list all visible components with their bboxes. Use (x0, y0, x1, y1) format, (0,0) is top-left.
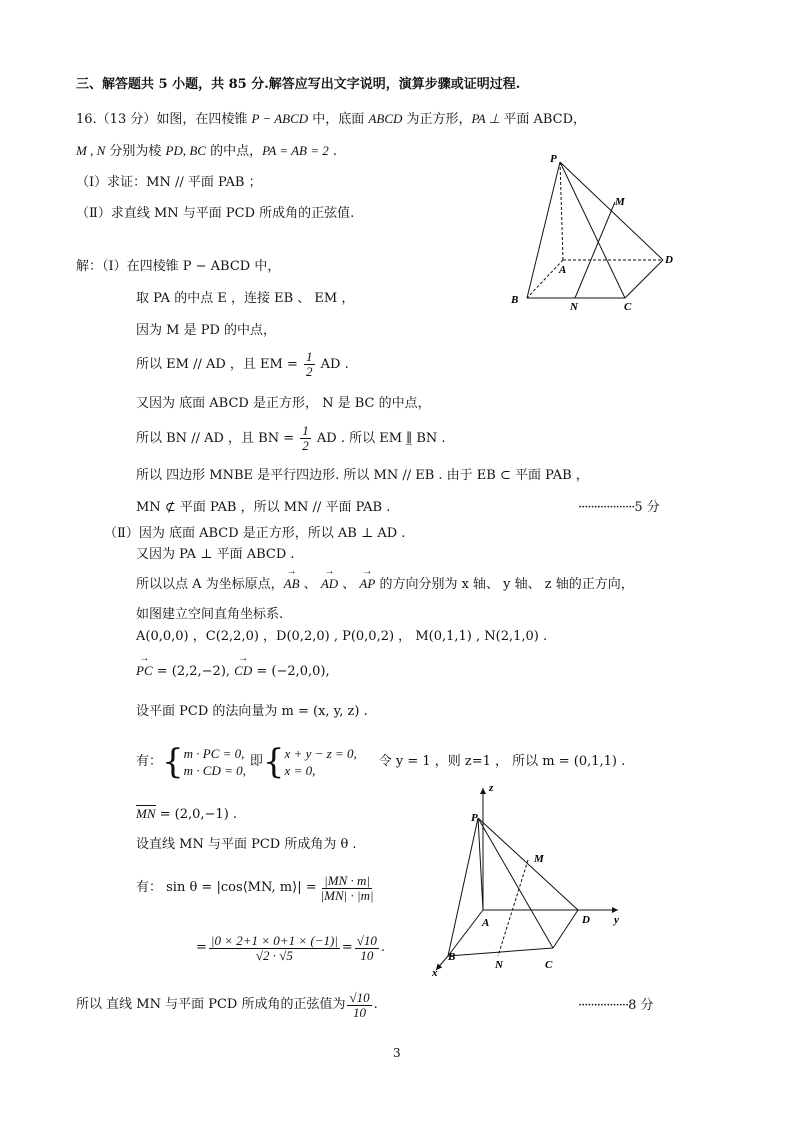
numerator: √10 (349, 989, 370, 1005)
vector-cd: → CD (234, 662, 252, 680)
text: AD . 所以 EM ∥̲ BN . (316, 431, 446, 446)
text: 平面 ABCD， (503, 112, 587, 127)
solution-line-2: 取 PA 的中点 E ，连接 EB 、 EM ， (136, 291, 355, 306)
edge-pb (448, 818, 478, 956)
equation: x + y − z = 0, (284, 746, 357, 761)
edge-cd (625, 260, 663, 298)
text: AD . (320, 357, 349, 372)
label-y: y (614, 914, 619, 926)
fraction-compute (209, 934, 340, 963)
text: = (2,0,−1) . (155, 807, 238, 822)
text: . (373, 997, 378, 1012)
label-D: D (582, 914, 590, 926)
part2-line-6 (136, 662, 330, 681)
left-brace: { (162, 742, 184, 782)
final-answer (76, 985, 378, 1025)
math: PA = AB = 2 (262, 143, 329, 158)
solution-line-8: MN ⊄ 平面 PAB ，所以 MN // 平面 PAB . (136, 500, 391, 515)
edge-pb (527, 162, 560, 298)
part2-line-9 (136, 805, 237, 824)
edge-pa (478, 818, 483, 910)
pyramid-figure-1 (505, 150, 685, 315)
equation-system-1 (184, 745, 246, 779)
part2-line-5: A(0,0,0) ，C(2,2,0) ，D(0,2,0) , P(0,0,2) ， M(0,1,1) , N(2,1,0) . (136, 629, 548, 644)
label-C: C (624, 301, 632, 313)
label-B: B (448, 951, 456, 963)
text: 为正方形， (402, 112, 472, 127)
fraction-one-half (304, 350, 315, 379)
problem-line-1 (76, 110, 586, 129)
segment-mn (498, 860, 528, 956)
edge-pc (560, 162, 625, 298)
text: = (341, 940, 353, 955)
denominator: 2 (302, 438, 309, 453)
text: 所以 直线 MN 与平面 PCD 所成角的正弦值为 (76, 997, 346, 1012)
vector-ad: → AD (321, 575, 338, 593)
label-C: C (545, 959, 553, 971)
solution-line-1: 解：（Ⅰ）在四棱锥 P − ABCD 中， (76, 259, 281, 274)
solution-line-4 (136, 350, 349, 379)
label-N: N (570, 301, 578, 313)
edge-pa-hidden (560, 162, 563, 260)
score-dots: ·················· (578, 500, 635, 515)
edge-ab-hidden (527, 260, 563, 298)
label-A: A (482, 917, 490, 929)
text: . (328, 144, 338, 159)
pyramid-figure-2 (428, 778, 628, 978)
denominator: √2 · √5 (255, 947, 293, 963)
denominator: 10 (360, 947, 374, 963)
part2-line-7: 设平面 PCD 的法向量为 m = (x, y, z) . (136, 704, 368, 719)
text: 所以以点 A 为坐标原点， (136, 577, 284, 592)
fraction-one-half (300, 424, 311, 453)
page-number: 3 (393, 1046, 401, 1060)
numerator: √10 (356, 932, 377, 948)
x-axis (436, 956, 448, 970)
segment-mn (575, 202, 615, 298)
score-dots: ················ (578, 998, 629, 1013)
numerator: 1 (302, 423, 309, 438)
math: PA ⊥ (471, 111, 504, 126)
vector-pc: → PC (136, 662, 153, 680)
part2-line-12 (196, 928, 385, 968)
label-B: B (511, 294, 519, 306)
text: 16.（13 分）如图，在四棱锥 (76, 112, 252, 127)
part2-line-4: 如图建立空间直角坐标系. (136, 607, 284, 622)
solution-line-7: 所以 四边形 MNBE 是平行四边形. 所以 MN // EB . 由于 EB ⊂ 平面 PAB ， (136, 468, 589, 483)
text: = (196, 940, 207, 955)
section-heading: 三、解答题共 5 小题，共 85 分.解答应写出文字说明，演算步骤或证明过程. (76, 77, 521, 92)
text: 中，底面 (308, 112, 369, 127)
text: 所以 EM // AD ，且 EM = (136, 357, 298, 372)
part2-line-10: 设直线 MN 与平面 PCD 所成角为 θ . (136, 837, 357, 852)
label-M: M (534, 853, 544, 865)
numerator: |MN · m| (324, 872, 370, 888)
equation-system-2 (285, 745, 357, 779)
left-brace: { (262, 742, 285, 782)
math: P − ABCD (251, 111, 309, 126)
fraction-sin-formula (319, 874, 376, 903)
math: M , N (76, 143, 106, 158)
vector-ab: → AB (284, 575, 300, 593)
label-D: D (665, 254, 673, 266)
solution-line-3: 因为 M 是 PD 的中点， (136, 323, 277, 338)
equation: m · CD = 0, (183, 763, 246, 778)
label-x: x (432, 967, 438, 978)
fraction-result (355, 934, 379, 963)
edge-bc (448, 948, 553, 956)
label-M: M (615, 196, 625, 208)
text: = (−2,0,0), (252, 664, 330, 679)
math: PD, BC (165, 143, 206, 158)
label-P: P (550, 153, 557, 165)
score-value: 5 分 (634, 500, 660, 515)
label-A: A (559, 264, 567, 276)
label-N: N (495, 959, 503, 971)
part2-line-1: （Ⅱ）因为 底面 ABCD 是正方形，所以 AB ⊥ AD . (104, 526, 406, 541)
equation: m · PC = 0, (183, 746, 245, 761)
solution-line-5: 又因为 底面 ABCD 是正方形， N 是 BC 的中点， (136, 396, 431, 411)
numerator: |0 × 2+1 × 0+1 × (−1)| (210, 932, 338, 948)
text: 的方向分别为 x 轴、 y 轴、 z 轴的正方向， (375, 577, 634, 592)
text: 即 (249, 754, 263, 769)
label-z: z (489, 782, 494, 794)
text: 分别为棱 (105, 144, 166, 159)
denominator: 10 (353, 1004, 367, 1020)
text: 有： (136, 754, 163, 769)
score-part-1 (578, 499, 660, 517)
problem-line-2 (76, 142, 337, 161)
solution-line-6 (136, 424, 446, 453)
score-value: 8 分 (628, 998, 654, 1013)
edge-pd (478, 818, 578, 910)
text: 、 (299, 577, 321, 592)
text: 所以 BN // AD ，且 BN = (136, 431, 295, 446)
denominator: |MN| · |m| (320, 887, 374, 903)
part2-line-2: 又因为 PA ⊥ 平面 ABCD . (136, 547, 295, 562)
edge-cd (553, 910, 578, 948)
equation: x = 0, (284, 763, 316, 778)
label-P: P (471, 812, 478, 824)
question-1: （Ⅰ）求证：MN // 平面 PAB ； (76, 175, 262, 190)
text: 的中点， (205, 144, 263, 159)
text: 、 (338, 577, 360, 592)
score-part-2 (578, 997, 654, 1015)
text: 有： sin θ = |cos⟨MN, m⟩| = (136, 880, 317, 895)
text: 令 y = 1 ，则 z=1 ， 所以 m = (0,1,1) . (378, 754, 626, 769)
text: . (380, 940, 386, 955)
part2-line-3 (136, 575, 634, 594)
vector-ap: → AP (359, 575, 375, 593)
text: = (2,2,−2), (152, 664, 235, 679)
fraction-final (347, 991, 371, 1020)
numerator: 1 (306, 349, 313, 364)
vector-mn: MN (136, 806, 156, 821)
question-2: （Ⅱ）求直线 MN 与平面 PCD 所成角的正弦值. (76, 206, 355, 221)
part2-line-11 (136, 868, 378, 908)
math: ABCD (368, 111, 403, 126)
denominator: 2 (306, 364, 313, 379)
